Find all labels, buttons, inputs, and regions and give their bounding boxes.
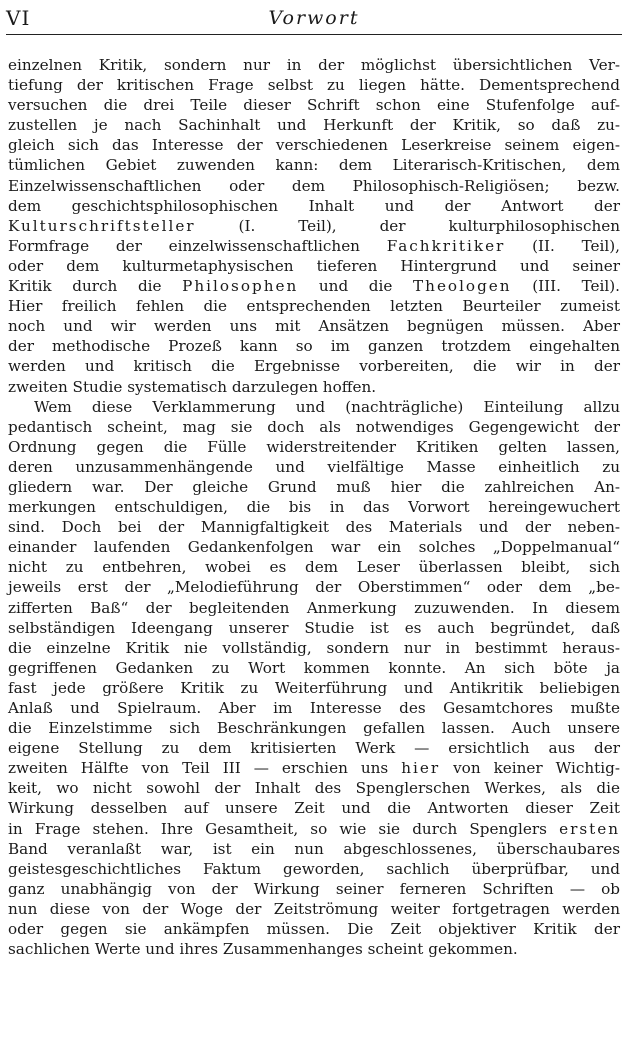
- text-segment: fast jede größere Kritik zu Weiterführung und Antikritik beliebigen: [8, 678, 620, 697]
- text-segment: Wirkung desselben auf unsere Zeit und die Antworten dieser Zeit: [8, 799, 620, 818]
- text-segment: einander laufenden Gedankenfolgen war ein solches „Doppelmanual“: [8, 538, 620, 557]
- text-segment: selbständigen Ideengang unserer Studie ist es auch begründet, daß: [8, 618, 620, 637]
- text-segment: Einzelwissenschaftlichen oder dem Philosophisch-Religiösen; bezw.: [8, 176, 620, 195]
- text-line: [8, 155, 620, 175]
- text-line: [8, 819, 620, 839]
- text-segment: tiefung der kritischen Frage selbst zu liegen hätte. Dementsprechend: [8, 76, 620, 95]
- text-line: [8, 276, 620, 296]
- text-segment: sachlichen Werte und ihres Zusammenhanges scheint gekommen.: [8, 940, 518, 959]
- text-segment: einzelnen Kritik, sondern nur in der möglichst übersichtlichen Ver-: [8, 56, 620, 74]
- text-segment: zweiten Studie systematisch darzulegen hoffen.: [8, 377, 377, 396]
- text-line: [8, 798, 620, 818]
- text-line: [8, 598, 620, 618]
- text-line: [8, 497, 620, 517]
- text-segment: Hier freilich fehlen die entsprechenden letzten Beurteiler zumeist: [8, 297, 620, 316]
- text-segment: deren unzusammenhängende und vielfältige Masse einheitlich zu: [8, 457, 620, 476]
- text-line: [8, 356, 620, 376]
- text-segment: Formfrage der einzelwissenschaftlichen: [8, 236, 387, 255]
- text-segment: Anlaß und Spielraum. Aber im Interesse des Gesamtchores mußte: [8, 699, 620, 717]
- text-line: [8, 778, 620, 798]
- text-line: [8, 397, 620, 417]
- spaced-emphasis: Theologen: [413, 277, 512, 296]
- paragraph: [8, 397, 620, 960]
- spaced-emphasis: ersten: [559, 819, 620, 838]
- text-segment: oder gegen sie ankämpfen müssen. Die Zeit objektiver Kritik der: [8, 920, 620, 939]
- text-line: [8, 115, 620, 135]
- text-segment: die Einzelstimme sich Beschränkungen gefallen lassen. Auch unsere: [8, 719, 620, 738]
- text-segment: gleich sich das Interesse der verschiedenen Leserkreise seinem eigen-: [8, 136, 620, 155]
- spaced-emphasis: Fachkritiker: [386, 236, 506, 255]
- text-line: [8, 95, 620, 115]
- text-segment: ganz unabhängig von der Wirkung seiner ferneren Schriften — ob: [8, 879, 620, 898]
- text-line: [8, 196, 620, 216]
- text-segment: zifferten Baß“ der begleitenden Anmerkung zuzuwenden. In diesem: [8, 598, 620, 617]
- text-line: [8, 55, 620, 75]
- text-segment: Ordnung gegen die Fülle widerstreitender Kritiken gelten lassen,: [8, 437, 620, 456]
- text-segment: der methodische Prozeß kann so im ganzen trotzdem eingehalten: [8, 337, 620, 356]
- text-line: [8, 698, 620, 718]
- text-segment: in Frage stehen. Ihre Gesamtheit, so wie sie durch Spenglers: [8, 819, 560, 838]
- text-segment: tümlichen Gebiet zuwenden kann: dem Literarisch-Kritischen, dem: [8, 156, 620, 175]
- text-line: [8, 899, 620, 919]
- text-line: [8, 758, 620, 778]
- page-number: VI: [6, 6, 31, 30]
- text-line: [8, 216, 620, 236]
- text-line: [8, 879, 620, 899]
- running-title: Vorwort: [268, 7, 360, 29]
- text-line: [8, 75, 620, 95]
- text-segment: oder dem kulturmetaphysischen tieferen Hintergrund und seiner: [8, 256, 620, 275]
- text-segment: nicht zu entbehren, wobei es dem Leser überlassen bleibt, sich: [8, 558, 620, 577]
- text-line: [8, 718, 620, 738]
- text-line: [8, 176, 620, 196]
- text-segment: zweiten Hälfte von Teil III — erschien uns: [8, 759, 402, 778]
- text-line: [8, 477, 620, 497]
- text-line: [8, 377, 620, 397]
- text-line: [8, 557, 620, 577]
- text-line: [8, 296, 620, 316]
- page-header: [6, 4, 622, 35]
- text-segment: Kritik durch die: [8, 277, 183, 296]
- text-line: [8, 738, 620, 758]
- text-segment: geistesgeschichtliches Faktum geworden, sachlich überprüfbar, und: [8, 859, 620, 878]
- text-segment: merkungen entschuldigen, die bis in das Vorwort hereingewuchert: [8, 498, 620, 517]
- text-line: [8, 859, 620, 879]
- text-segment: dem geschichtsphilosophischen Inhalt und der Antwort der: [8, 196, 620, 215]
- text-line: [8, 457, 620, 477]
- text-segment: keit, wo nicht sowohl der Inhalt des Spenglerschen Werkes, als die: [8, 779, 620, 798]
- text-segment: eigene Stellung zu dem kritisierten Werk — ersichtlich aus der: [8, 739, 620, 758]
- text-line: [8, 638, 620, 658]
- text-line: [8, 537, 620, 557]
- text-line: [8, 517, 620, 537]
- text-segment: werden und kritisch die Ergebnisse vorbereiten, die wir in der: [8, 357, 620, 376]
- text-segment: pedantisch scheint, mag sie doch als notwendiges Gegengewicht der: [8, 417, 620, 436]
- text-segment: sind. Doch bei der Mannigfaltigkeit des Materials und der neben-: [8, 518, 620, 537]
- text-segment: (I. Teil), der kulturphilosophischen: [195, 216, 620, 235]
- text-line: [8, 336, 620, 356]
- text-segment: von keiner Wichtig-: [440, 759, 620, 778]
- text-line: [8, 919, 620, 939]
- body-text: [8, 55, 620, 959]
- text-line: [8, 678, 620, 698]
- spaced-emphasis: Kulturschriftsteller: [8, 216, 196, 235]
- text-line: [8, 618, 620, 638]
- text-line: [8, 839, 620, 859]
- text-line: [8, 316, 620, 336]
- text-segment: jeweils erst der „Melodieführung der Oberstimmen“ oder dem „be-: [8, 578, 620, 597]
- spaced-emphasis: Philosophen: [182, 277, 299, 296]
- text-segment: noch und wir werden uns mit Ansätzen begnügen müssen. Aber: [8, 317, 620, 336]
- text-segment: Band veranlaßt war, ist ein nun abgeschlossenes, überschaubares: [8, 839, 620, 858]
- text-segment: die einzelne Kritik nie vollständig, sondern nur in bestimmt heraus-: [8, 638, 620, 657]
- text-segment: gegriffenen Gedanken zu Wort kommen konnte. An sich böte ja: [8, 658, 620, 677]
- spaced-emphasis: hier: [401, 759, 441, 778]
- text-line: [8, 417, 620, 437]
- text-line: [8, 577, 620, 597]
- text-line: [8, 437, 620, 457]
- paragraph: [8, 55, 620, 397]
- text-line: [8, 135, 620, 155]
- text-segment: (II. Teil),: [505, 236, 621, 255]
- text-segment: zustellen je nach Sachinhalt und Herkunft der Kritik, so daß zu-: [8, 116, 620, 135]
- text-segment: Wem diese Verklammerung und (nachträgliche) Einteilung allzu: [34, 397, 620, 416]
- text-segment: gliedern war. Der gleiche Grund muß hier die zahlreichen An-: [8, 477, 620, 496]
- text-line: [8, 236, 620, 256]
- text-line: [8, 658, 620, 678]
- text-line: [8, 939, 620, 959]
- text-segment: versuchen die drei Teile dieser Schrift schon eine Stufenfolge auf-: [8, 96, 620, 115]
- text-segment: und die: [298, 277, 414, 296]
- text-line: [8, 256, 620, 276]
- text-segment: nun diese von der Woge der Zeitströmung weiter fortgetragen werden: [8, 899, 620, 918]
- text-segment: (III. Teil).: [511, 277, 621, 296]
